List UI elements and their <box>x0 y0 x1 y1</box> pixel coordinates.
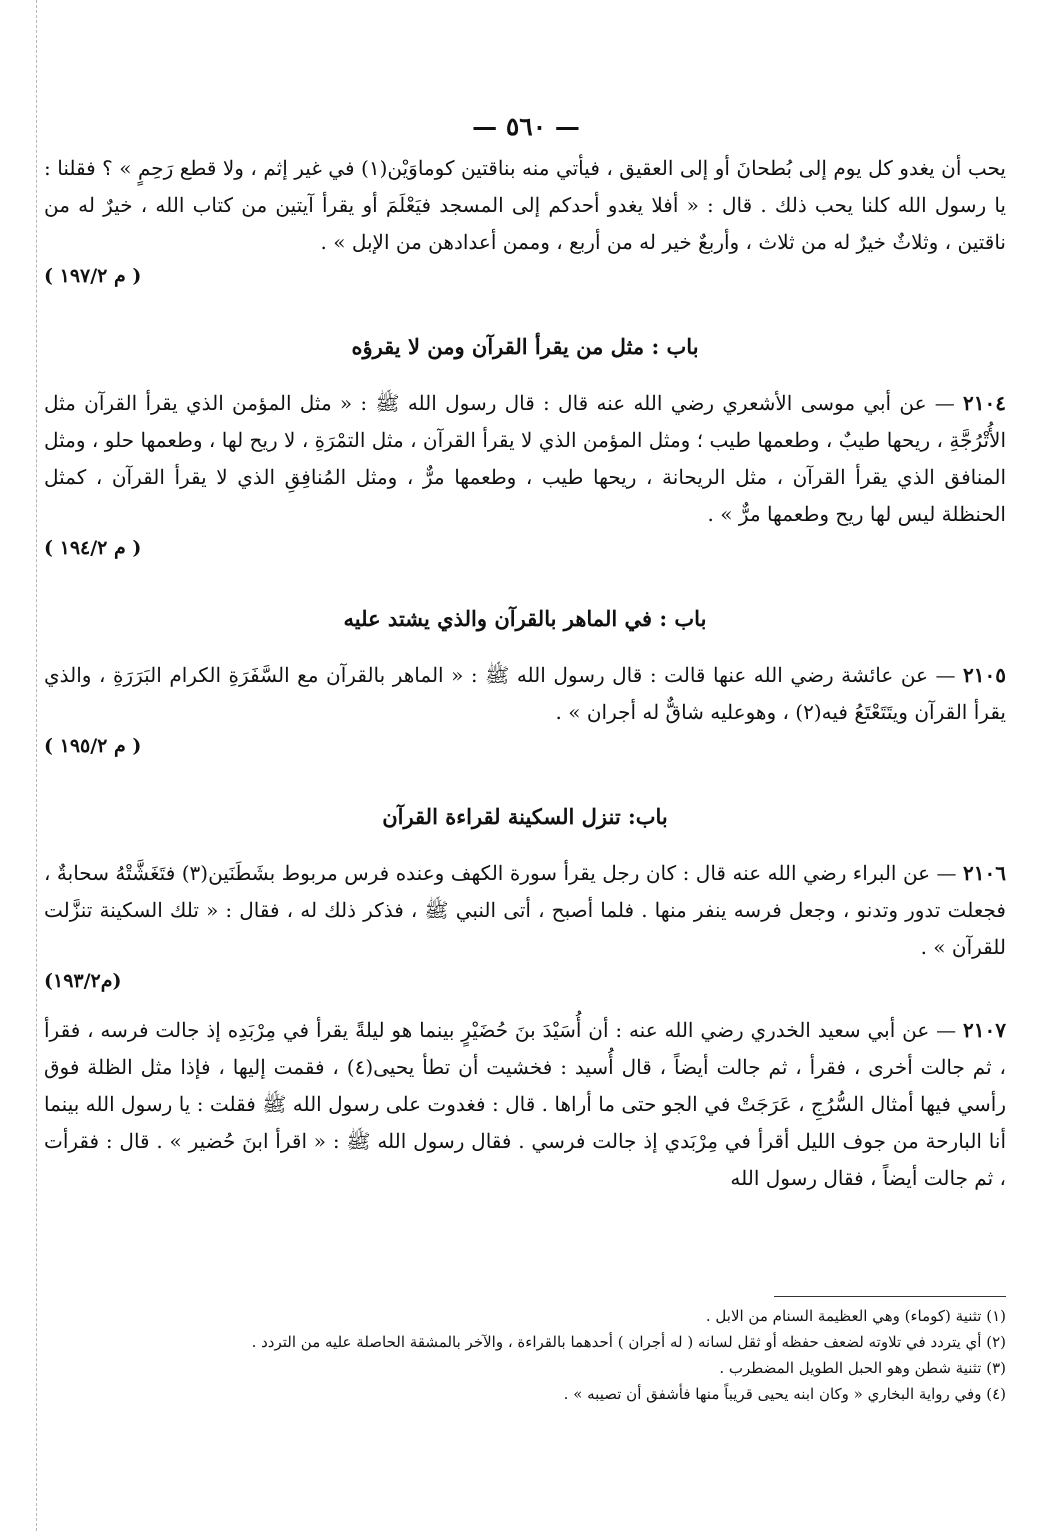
hadith-number: ٢١٠٤ <box>963 391 1006 415</box>
opening-paragraph <box>44 150 1006 291</box>
chapter-title: باب : في الماهر بالقرآن والذي يشتد عليه <box>343 606 707 631</box>
hadith-text: — عن أبي موسى الأشعري رضي الله عنه قال : قال رسول الله ﷺ : « مثل المؤمن الذي يقرأ القرآن مثل الأُتْرُجَّةِ ، ريحها طيبٌ ، وطعمها طيب ؛ ومثل المؤمن الذي لا يقرأ القرآن ، مثل التمْرَةِ ، لا ريح لها ، وطعمها حلو ، ومثل المنافق الذي يقرأ القرآن ، مثل الريحانة ، ريحها طيب ، وطعمها مرٌّ ، ومثل المُنافِقِ الذي لا يقرأ القرآن ، كمثل الحنظلة ليس لها ريح وطعمها مرٌّ » . <box>44 391 1006 526</box>
footnote: (٢) أي يتردد في تلاوته لضعف حفظه أو ثقل لسانه ( له أجران ) أحدهما بالقراءة ، والآخر بالمشقة الحاصلة عليه من التردد . <box>251 1333 1006 1351</box>
hadith-number: ٢١٠٥ <box>963 663 1007 687</box>
footnotes <box>44 1296 1006 1407</box>
hadith-text: — عن عائشة رضي الله عنها قالت : قال رسول الله ﷺ : « الماهر بالقرآن مع السَّفَرَةِ الكرام البَرَرَةِ ، والذي يقرأ القرآن ويتَتَعْتَعُ فيه(٢) ، وهوعليه شاقٌّ له أجران » . <box>44 663 1006 724</box>
chapter-title: باب : مثل من يقرأ القرآن ومن لا يقرؤه <box>351 334 699 359</box>
opening-text: يحب أن يغدو كل يوم إلى بُطحانَ أو إلى العقيق ، فيأتي منه بناقتين كوماوَيْن(١) في غير إثم ، ولا قطع رَحِمٍ » ؟ فقلنا : يا رسول الله كلنا يحب ذلك . قال : « أفلا يغدو أحدكم إلى المسجد فيَعْلَمَ أو يقرأ آيتين من كتاب الله ، خيرٌ له من ناقتين ، وثلاثٌ خيرٌ له من ثلاث ، وأربعٌ خير له من أربع ، وممن أعدادهن من الإبل » . <box>44 156 1006 254</box>
hadith-number: ٢١٠٦ <box>963 861 1006 885</box>
hadith-text: — عن البراء رضي الله عنه قال : كان رجل يقرأ سورة الكهف وعنده فرس مربوط بشَطَنَين(٣) فتَغَشَّتْهُ سحابةٌ ، فجعلت تدور وتدنو ، وجعل فرسه ينفر منها . فلما أصبح ، أتى النبي ﷺ ، فذكر ذلك له ، فقال : « تلك السكينة تنزَّلت للقرآن » . <box>44 861 1006 959</box>
footnote: (١) تثنية (كوماء) وهي العظيمة السنام من الابل . <box>705 1307 1006 1325</box>
source-reference: ( م ١٩٥/٢ ) <box>44 735 142 757</box>
hadith-text: — عن أبي سعيد الخدري رضي الله عنه : أن أُسَيْدَ بنَ حُضَيْرٍ بينما هو ليلةً يقرأ في مِرْبَدِه إذ جالت فرسه ، فقرأ ، ثم جالت أخرى ، فقرأ ، ثم جالت أيضاً ، قال أُسيد : فخشيت أن تطأ يحيى(٤) ، فقمت إليها ، فإذا مثل الظلة فوق رأسي فيها أمثال السُّرُجِ ، عَرَجَتْ في الجو حتى ما أراها . قال : فغدوت على رسول الله ﷺ فقلت : يا رسول الله بينما أنا البارحة من جوف الليل أقرأ في مِرْبَدي إذ جالت فرسي . فقال رسول الله ﷺ : « اقرأ ابنَ حُضير » . قال : فقرأت ، ثم جالت أيضاً ، فقال رسول الله <box>44 1018 1007 1190</box>
source-reference: ( م ١٩٧/٢ ) <box>44 265 142 287</box>
chapter-title: باب: تنزل السكينة لقراءة القرآن <box>382 804 668 829</box>
source-reference: ( م ١٩٤/٢ ) <box>44 537 142 559</box>
footnote: (٣) تثنية شطن وهو الحبل الطويل المضطرب . <box>719 1359 1006 1377</box>
hadith-entry <box>44 657 1006 761</box>
hadith-entry <box>44 855 1006 996</box>
main-text <box>44 150 1006 1213</box>
hadith-entry <box>44 385 1006 563</box>
hadith-number: ٢١٠٧ <box>963 1018 1006 1042</box>
footnote: (٤) وفي رواية البخاري « وكان ابنه يحيى قريباً منها فأشفق أن تصيبه » . <box>563 1385 1006 1403</box>
hadith-entry <box>44 1012 1006 1197</box>
page-number: — ٥٦٠ — <box>472 112 580 141</box>
source-reference: (م١٩٣/٢) <box>44 970 122 992</box>
margin-dashed-rule <box>36 0 37 1531</box>
footnote-divider <box>774 1296 1006 1297</box>
